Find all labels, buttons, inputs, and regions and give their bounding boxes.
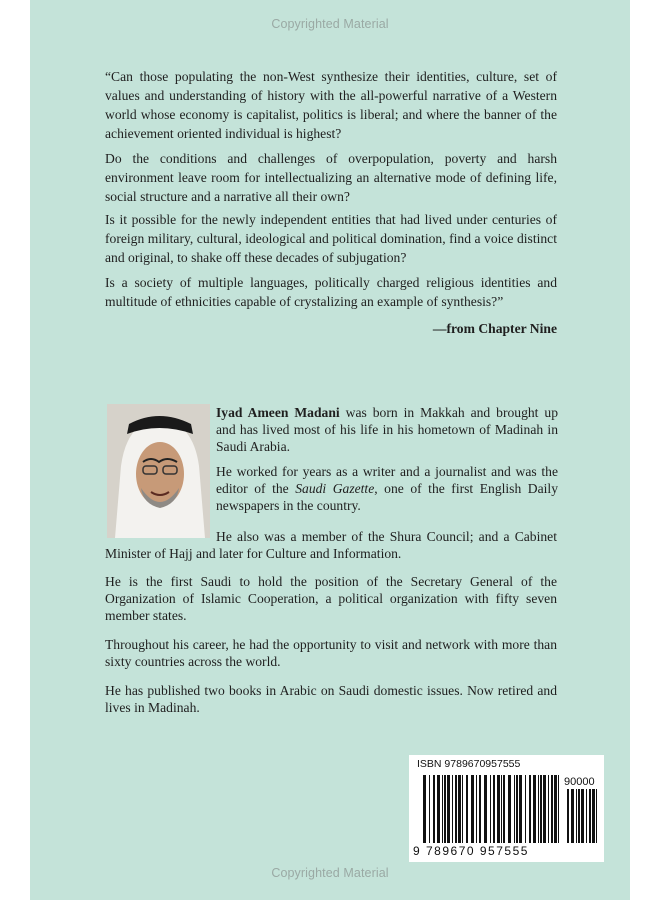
excerpt-paragraph-2: Do the conditions and challenges of overpopulation, poverty and harsh environment leave room for intellectualizing an alternative mode of defining life, social structure and a narrative all their own?: [105, 151, 557, 204]
author-bio-paragraph-5: Throughout his career, he had the opportunity to visit and network with more than sixty countries across the world.: [105, 637, 557, 669]
author-name: Iyad Ameen Madani: [216, 405, 340, 420]
book-back-cover: [30, 0, 630, 900]
author-bio-paragraph-3: He also was a member of the Shura Council; and a Cabinet Minister of Hajj and later for Culture and Information.: [105, 529, 557, 561]
newspaper-name: Saudi Gazette: [295, 481, 375, 496]
barcode-digits: 9 789670 957555: [413, 844, 529, 858]
author-photo: [107, 404, 210, 538]
isbn-label: ISBN 9789670957555: [417, 758, 521, 770]
watermark-bottom: Copyrighted Material: [271, 866, 389, 880]
watermark-top: Copyrighted Material: [271, 17, 389, 31]
author-bio-paragraph-4: He is the first Saudi to hold the position of the Secretary General of the Organization of Islamic Cooperation, a political organization with fifty seven member states.: [105, 574, 557, 623]
author-bio-paragraph-6: He has published two books in Arabic on Saudi domestic issues. Now retired and lives in Madinah.: [105, 683, 557, 715]
excerpt-paragraph-4: Is a society of multiple languages, politically charged religious identities and multitude of ethnicities capable of crystalizing an example of synthesis?”: [105, 275, 557, 309]
isbn-barcode: [409, 755, 604, 862]
excerpt-attribution: —from Chapter Nine: [432, 321, 557, 336]
excerpt-paragraph-3: Is it possible for the newly independent entities that had lived under centuries of foreign military, cultural, ideological and political domination, find a voice distinct and original, to shake off these decades of subjugation?: [105, 212, 557, 265]
price-code: 90000: [564, 776, 595, 788]
author-bio-paragraph-2: He worked for years as a writer and a journalist and was the editor of the Saudi Gazette, one of the first English Daily newspapers in the country.: [216, 464, 558, 513]
author-bio-paragraph-1: Iyad Ameen Madani was born in Makkah and brought up and has lived most of his life in his hometown of Madinah in Saudi Arabia.: [216, 405, 558, 454]
excerpt-paragraph-1: “Can those populating the non-West synthesize their identities, culture, set of values and understanding of history with the all-powerful narrative of a Western world whose economy is capitalist, politics is liberal; and where the banner of the achievement oriented individual is highest?: [105, 69, 557, 141]
